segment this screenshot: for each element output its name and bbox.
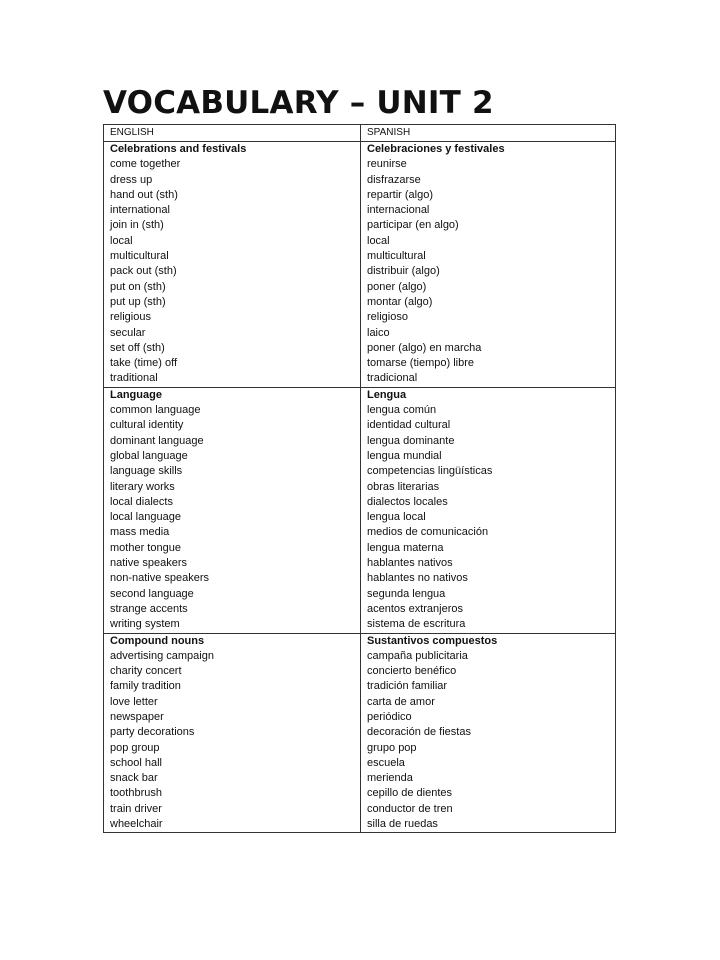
spanish-translation: disfrazarse [367, 173, 421, 186]
vocabulary-table [103, 124, 616, 833]
english-term: secular [110, 326, 146, 339]
english-column-header: ENGLISH [104, 125, 361, 141]
spanish-translation: hablantes no nativos [367, 572, 468, 585]
spanish-translation: medios de comunicación [367, 526, 489, 539]
spanish-translation: local [367, 234, 390, 247]
english-term: local language [110, 511, 181, 524]
spanish-translation: identidad cultural [367, 419, 451, 432]
spanish-translation: tomarse (tiempo) libre [367, 357, 474, 370]
spanish-translation: participar (en algo) [367, 219, 459, 232]
spanish-translation: dialectos locales [367, 495, 448, 508]
spanish-translation: merienda [367, 772, 413, 785]
english-term: come together [110, 158, 181, 171]
spanish-translation: acentos extranjeros [367, 602, 463, 615]
english-term: traditional [110, 372, 158, 385]
english-term: take (time) off [110, 357, 178, 370]
spanish-translation: internacional [367, 204, 430, 217]
spanish-translation: lengua mundial [367, 449, 442, 462]
section-compound-nouns [104, 634, 615, 833]
english-term: toothbrush [110, 787, 162, 800]
spanish-translation: hablantes nativos [367, 557, 453, 570]
section-heading-english: Language [110, 388, 162, 401]
page-title: VOCABULARY – UNIT 2 [103, 85, 494, 121]
english-term: local [110, 234, 133, 247]
spanish-translation: repartir (algo) [367, 188, 434, 201]
english-term: religious [110, 311, 151, 324]
english-term: snack bar [110, 772, 158, 785]
english-term: language skills [110, 465, 183, 478]
spanish-translation: lengua local [367, 511, 426, 524]
english-term: school hall [110, 756, 162, 769]
english-term: mass media [110, 526, 170, 539]
spanish-translation: reunirse [367, 158, 407, 171]
section-heading-spanish: Sustantivos compuestos [367, 634, 498, 647]
english-term: train driver [110, 802, 162, 815]
english-term: common language [110, 404, 201, 417]
spanish-translation: obras literarias [367, 480, 440, 493]
spanish-translation: distribuir (algo) [367, 265, 440, 278]
english-term: second language [110, 587, 194, 600]
spanish-column-header: SPANISH [367, 127, 411, 138]
spanish-translation: silla de ruedas [367, 818, 438, 831]
english-term: set off (sth) [110, 341, 165, 354]
english-term: wheelchair [110, 818, 163, 831]
spanish-translation: religioso [367, 311, 408, 324]
english-term: international [110, 204, 170, 217]
english-term: local dialects [110, 495, 173, 508]
english-term: global language [110, 449, 188, 462]
section-heading-english: Compound nouns [110, 634, 205, 647]
spanish-translation: poner (algo) [367, 280, 427, 293]
spanish-translation: poner (algo) en marcha [367, 341, 482, 354]
spanish-column [361, 388, 615, 633]
english-term: newspaper [110, 710, 164, 723]
section-heading-spanish: Lengua [367, 388, 407, 401]
english-term: dress up [110, 173, 153, 186]
english-term: native speakers [110, 557, 188, 570]
spanish-translation: tradicional [367, 372, 418, 385]
spanish-translation: lengua común [367, 404, 437, 417]
english-term: pop group [110, 741, 160, 754]
english-term: put up (sth) [110, 295, 166, 308]
english-term: writing system [110, 618, 180, 631]
english-term: mother tongue [110, 541, 181, 554]
section-language [104, 388, 615, 634]
spanish-translation: lengua dominante [367, 434, 455, 447]
section-heading-english: Celebrations and festivals [110, 143, 247, 155]
spanish-translation: multicultural [367, 250, 426, 263]
english-term: dominant language [110, 434, 204, 447]
english-term: literary works [110, 480, 175, 493]
spanish-translation: tradición familiar [367, 680, 448, 693]
spanish-translation: lengua materna [367, 541, 444, 554]
table-sections [104, 142, 615, 832]
english-column [104, 634, 361, 833]
spanish-column [361, 142, 615, 387]
english-term: hand out (sth) [110, 188, 178, 201]
spanish-translation: sistema de escritura [367, 618, 466, 631]
spanish-translation: carta de amor [367, 695, 435, 708]
english-term: party decorations [110, 726, 195, 739]
english-term: non-native speakers [110, 572, 210, 585]
spanish-translation: laico [367, 326, 390, 339]
spanish-translation: conductor de tren [367, 802, 453, 815]
english-column [104, 142, 361, 387]
spanish-translation: escuela [367, 756, 405, 769]
spanish-translation: grupo pop [367, 741, 417, 754]
english-term: family tradition [110, 680, 181, 693]
english-term: join in (sth) [110, 219, 164, 232]
english-term: charity concert [110, 665, 182, 678]
english-term: advertising campaign [110, 649, 214, 662]
spanish-translation: segunda lengua [367, 587, 446, 600]
english-term: put on (sth) [110, 280, 166, 293]
spanish-translation: decoración de fiestas [367, 726, 471, 739]
english-term: strange accents [110, 602, 188, 615]
table-header-row [104, 125, 615, 142]
english-term: cultural identity [110, 419, 184, 432]
english-term: love letter [110, 695, 158, 708]
spanish-translation: concierto benéfico [367, 665, 457, 678]
spanish-translation: competencias lingüísticas [367, 465, 493, 478]
spanish-translation: campaña publicitaria [367, 649, 468, 662]
spanish-translation: periódico [367, 710, 412, 723]
spanish-column [361, 634, 615, 833]
spanish-translation: montar (algo) [367, 295, 433, 308]
english-term: pack out (sth) [110, 265, 177, 278]
section-heading-spanish: Celebraciones y festivales [367, 143, 505, 155]
spanish-translation: cepillo de dientes [367, 787, 453, 800]
english-column [104, 388, 361, 633]
english-term: multicultural [110, 250, 169, 263]
section-celebrations [104, 142, 615, 388]
